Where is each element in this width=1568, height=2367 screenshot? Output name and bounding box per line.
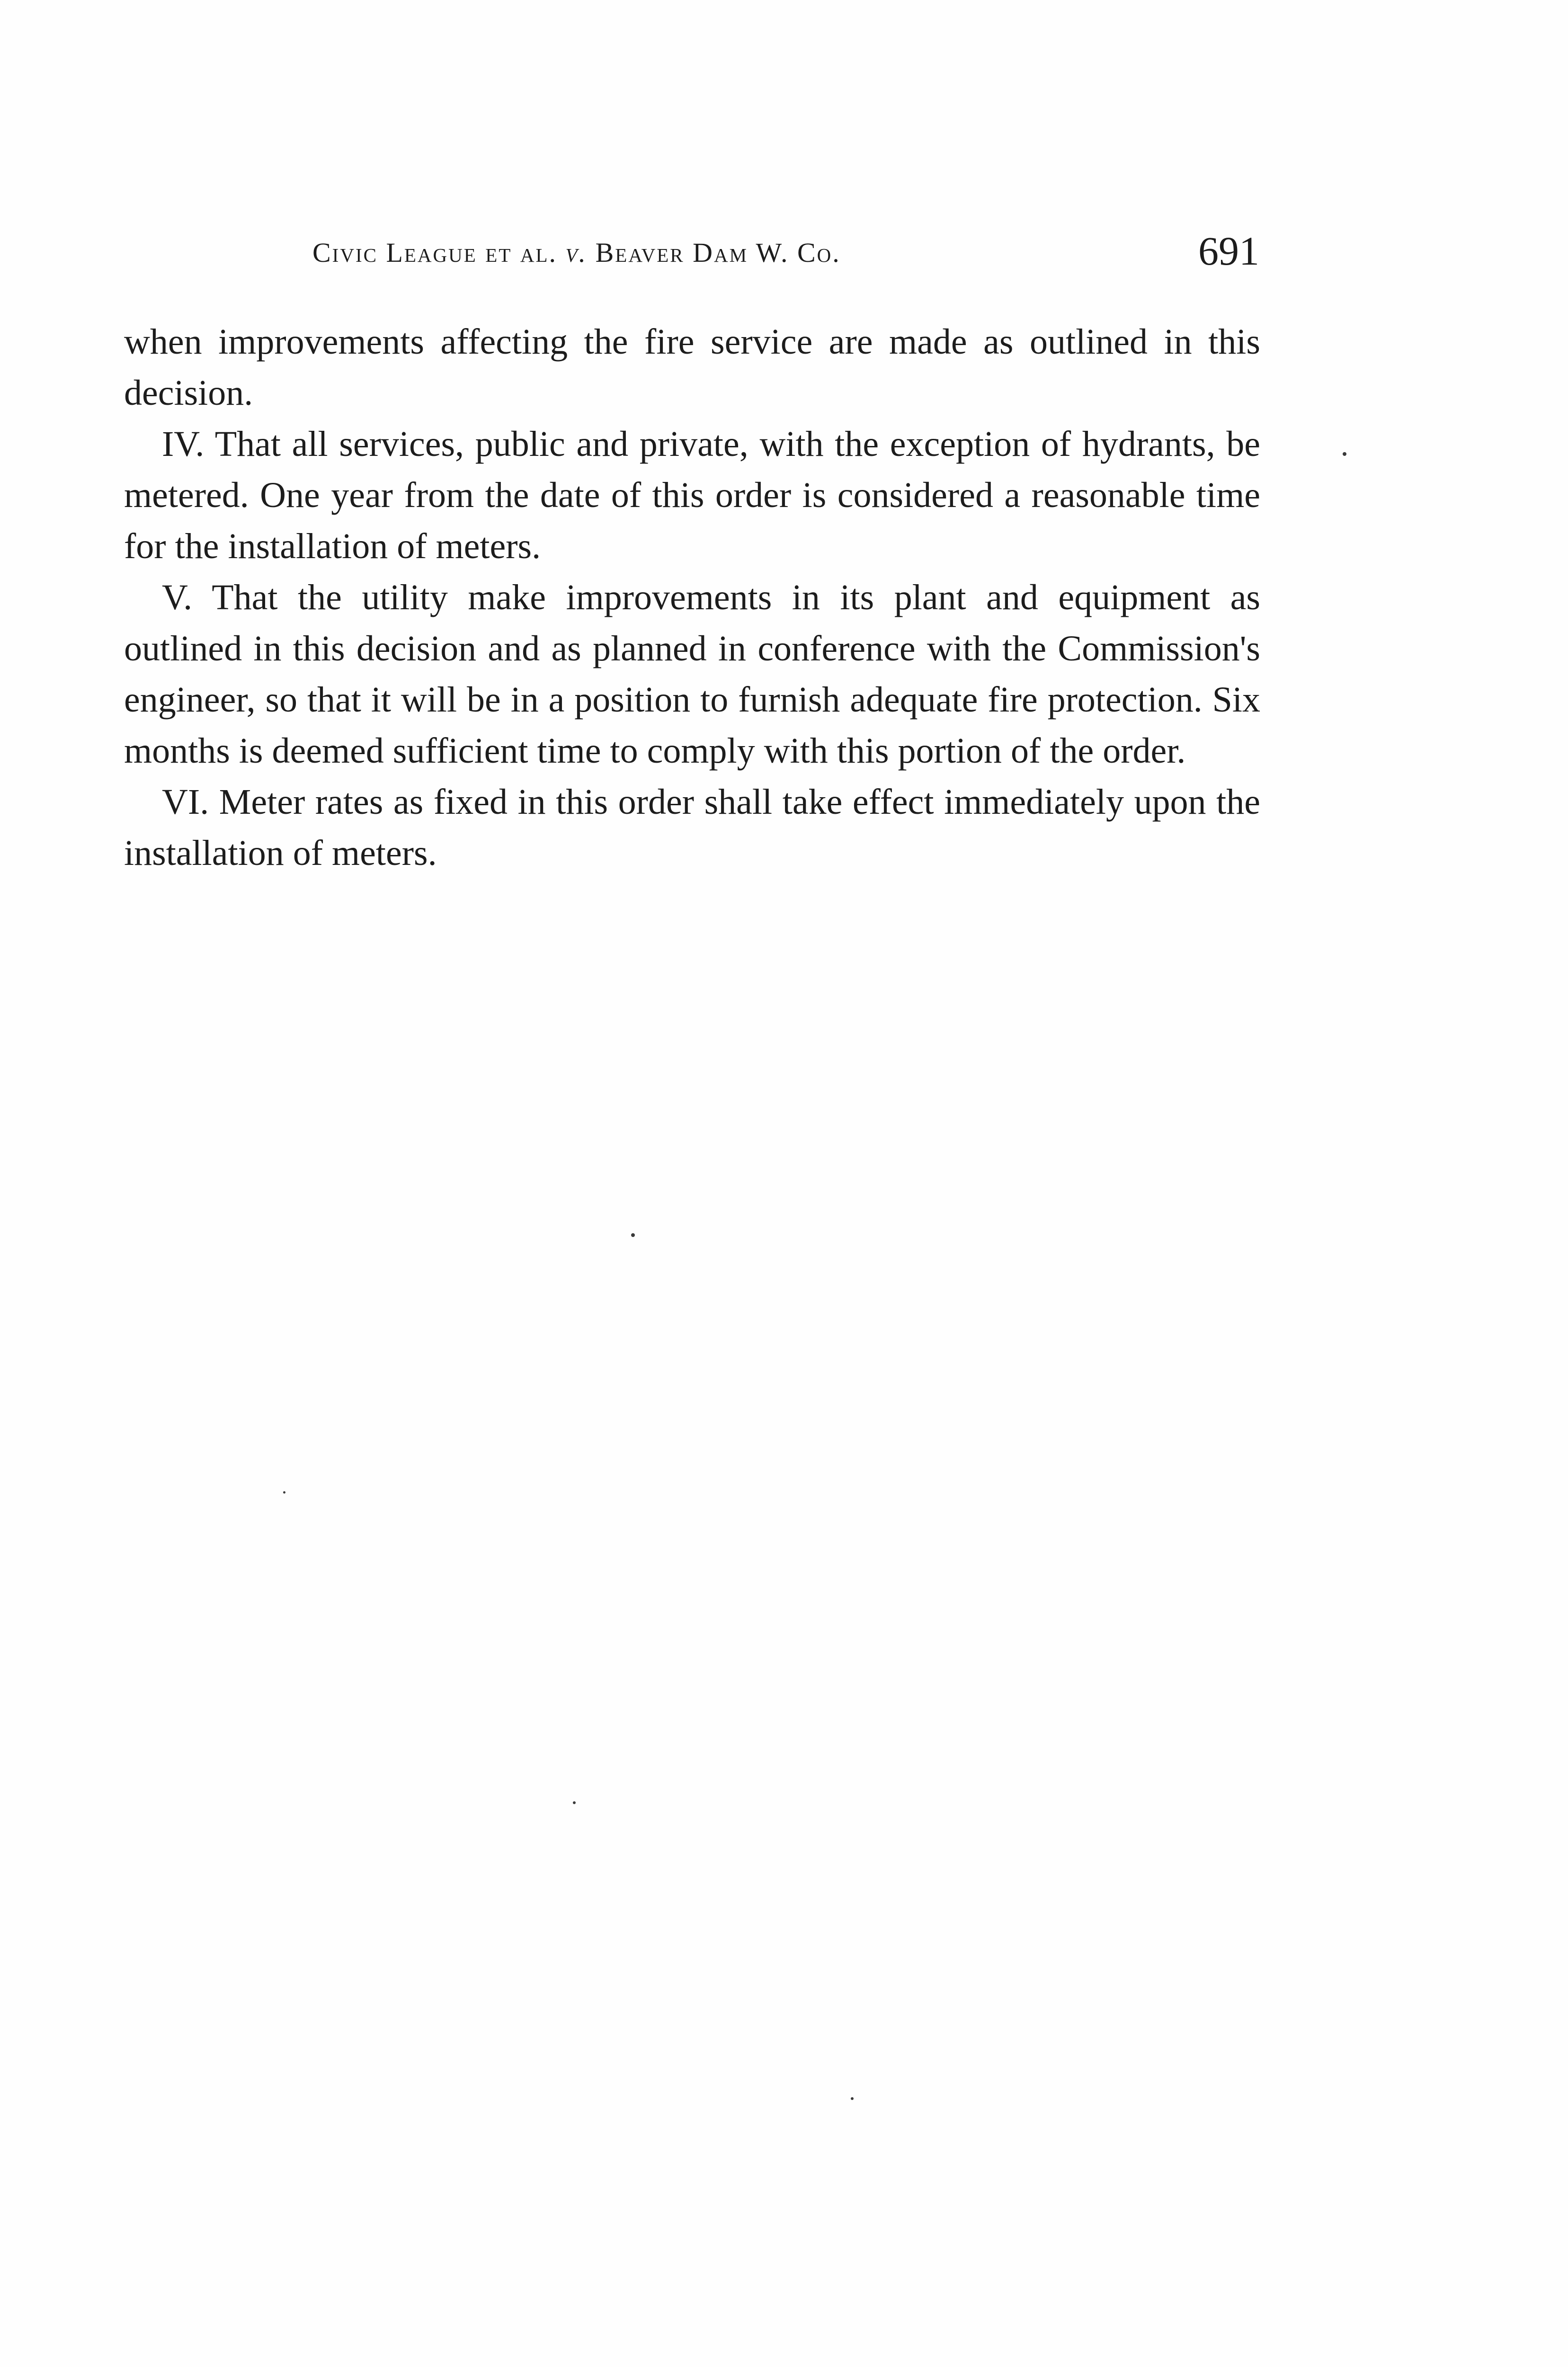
page-number: 691: [1198, 228, 1259, 274]
paragraph-item-iv: IV. That all services, public and private, with the exception of hydrants, be metered. One year from the date of this order is considered a reasonable time for the installation of meters.: [124, 424, 1260, 566]
paragraph-item-vi: VI. Meter rates as fixed in this order shall take effect immediately upon the installation of meters.: [124, 782, 1260, 873]
scan-speck: [1343, 452, 1346, 456]
case-party-plaintiff: Civic League et al.: [312, 237, 558, 268]
versus-abbreviation: v.: [565, 237, 588, 268]
running-title: [312, 237, 841, 268]
scan-speck: [851, 2097, 854, 2100]
paragraph-continuation: when improvements affecting the fire service are made as outlined in this decision.: [124, 322, 1260, 413]
scan-speck: [283, 1491, 285, 1494]
scan-speck: [573, 1801, 576, 1804]
running-head: [123, 227, 1259, 284]
case-party-defendant: Beaver Dam W. Co.: [595, 237, 841, 268]
body-text: [124, 316, 1260, 879]
paragraph-item-v: V. That the utility make improvements in its plant and equipment as outlined in this decision and as planned in conference with the Commission's engineer, so that it will be in a position to furnish adequate fire protection. Six months is deemed sufficient time to comply with this portion of the order.: [124, 578, 1260, 771]
scan-speck: [631, 1233, 635, 1237]
